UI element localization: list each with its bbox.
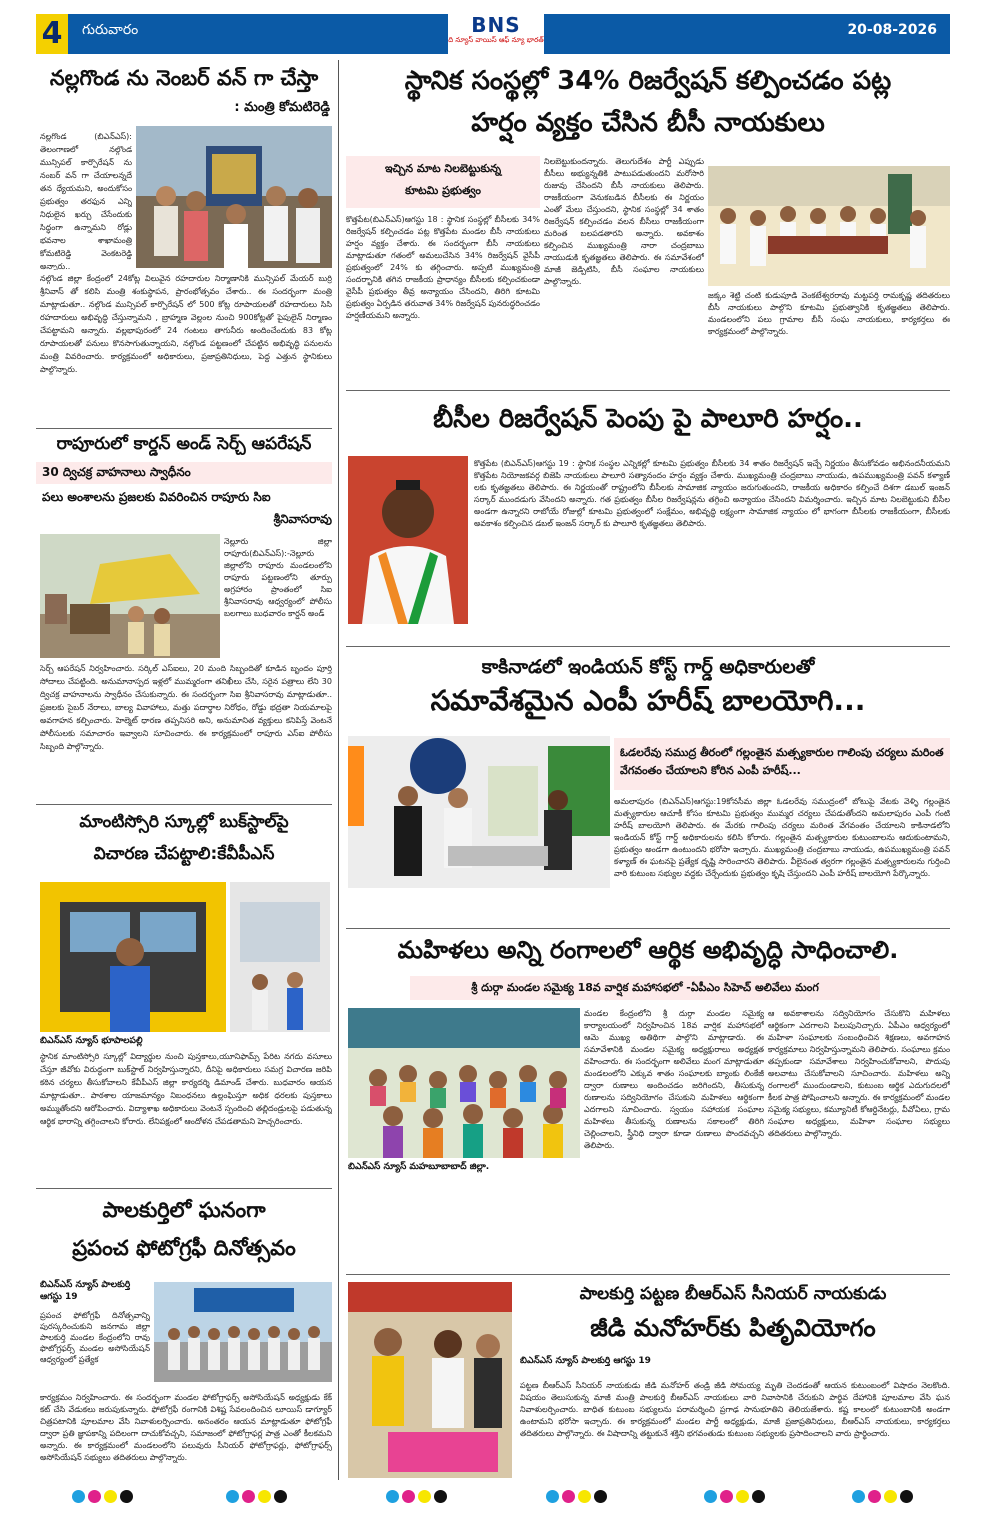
register-dot	[274, 1490, 287, 1503]
separator	[346, 928, 950, 929]
register-dot	[900, 1490, 913, 1503]
byline-minister: : మంత్రి కోమటిరెడ్డి	[234, 100, 330, 115]
headline-photography-2: ప్రపంచ ఫోటోగ్రఫీ దినోత్సవం	[72, 1236, 296, 1260]
dateline-palakurthi-2: బిఎన్ఎస్ న్యూస్ పాలకుర్తి ఆగస్టు 19	[520, 1356, 651, 1366]
headline-paluri: బీసీల రిజర్వేషన్ పెంపు పై పాలూరి హర్షం..	[433, 404, 863, 434]
register-dot	[386, 1490, 399, 1503]
dateline-palakurthi: బిఎన్ఎస్ న్యూస్ పాలకుర్తి ఆగస్టు 19	[40, 1280, 131, 1302]
article-body-montessori: స్థానిక మాంటిస్సోరి స్కూల్లో విద్యార్థుల నుంచి పుస్తకాలు,యూనిఫామ్స్ పేరిట నగదు వసూలు చేస్తూ జీవోకు విరుద్ధంగా బుక్‌స్టాల్ నిర్వహిస్తున్నారని, దీనిపై అధికారులు సమగ్ర విచారణ జరిపి కఠిన చర్యలు తీసుకోవాలని కేవీపీఎస్ జిల్లా కార్యదర్శి డిమాండ్ చేశారు. బుధవారం ఆయన మాట్లాడుతూ.. పాఠశాల యాజమాన్యం నిబంధనలు ఉల్లంఘిస్తూ అధిక ధరలకు పుస్తకాలు అమ్ముతోందని ఆరోపించారు. విద్యాశాఖ అధికారులు వెంటనే స్పందించి తల్లిదండ్రులపై పడుతున్న ఆర్థిక భారాన్ని తగ్గించాలని కోరారు. లేనిపక్షంలో ఆందోళన చేపడతామని హెచ్చరించారు.	[40, 1052, 332, 1126]
register-dot	[704, 1490, 717, 1503]
article-body-photography-side: ప్రపంచ ఫోటోగ్రఫీ దినోత్సవాన్ని పురస్కరించుకుని జనగామ జిల్లా పాలకుర్తి మండల కేంద్రంలోని రావు ఫొటోగ్రఫర్స్ మండల అసోసియేషన్ ఆధ్వర్యంలో ప్రత్యేక	[40, 1311, 150, 1364]
dateline-bhupalpally: బిఎన్ఎస్ న్యూస్ భూపాలపల్లి	[40, 1036, 143, 1046]
separator	[36, 428, 332, 429]
register-mark-group	[704, 1490, 765, 1504]
deck-ci-explained: పలు అంశాలను ప్రజలకు వివరించిన రాపూరు సిఐ	[42, 490, 271, 504]
register-dot	[594, 1490, 607, 1503]
headline-coast-guard-2: సమావేశమైన ఎంపీ హరీష్ బాలయోగి...	[430, 684, 866, 717]
article-body-bc-right: జక్కం శెట్టి చంటి కుడుపూడి వెంకటేశ్వరరావు మట్టపర్తి రామకృష్ణ తదితరులు బీసీ నాయకులు పాల్గొని కూటమి ప్రభుత్వానికి కృతజ్ఞతలు తెలిపారు. మండలంలోని పలు గ్రామాల బీసీ సంఘ నాయకులు, కార్యకర్తలు ఈ కార్యక్రమంలో పాల్గొన్నారు.	[708, 291, 950, 336]
column-divider	[338, 60, 339, 1480]
register-dot	[720, 1490, 733, 1503]
headline-nalgonda: నల్లగొండ ను నెంబర్ వన్ గా చేస్తా	[49, 66, 319, 90]
register-mark-group	[852, 1490, 913, 1504]
register-mark-group	[386, 1490, 447, 1504]
article-body-nalgonda: నల్గొండ జిల్లా కేంద్రంలో 24కోట్ల విలువైన రహదారుల నిర్మాణానికి మున్సిపల్ మేయర్ బుర్రి శ్రీనివాస్ తో కలిసి మంత్రి శంకుస్థాపన, ప్రారంభోత్సవం చేశారు.. ఈ సందర్భంగా మంత్రి మాట్లాడుతూ.. నల్గొండ మున్సిపల్ కార్పొరేషన్ లో 500 కోట్ల రూపాయలతో రహదారులు సిసి రహదారులు అభివృద్ధి చేస్తున్నామని , బ్రాహ్మణ వెల్లంల నుంచి 900కోట్లతో పైపులైన్ నిర్మాణం చేపట్టామని అన్నారు. వల్లభాపురంలో 24 గంటలు తాగునీరు అందించేందుకు 83 కోట్ల రూపాయలతో పనులు కొనసాగుతున్నాయని, నల్గొండ పట్టణంలో చేపట్టిన అభివృద్ధి పనులను మంత్రి వివరించారు. కార్యక్రమంలో అధికారులు, ప్రజాప్రతినిధులు, పెద్ద ఎత్తున స్థానికులు పాల్గొన్నారు.	[40, 274, 332, 374]
register-dot	[104, 1490, 117, 1503]
headline-women-economic: మహిళలు అన్ని రంగాలలో ఆర్థిక అభివృద్ధి సాధించాలి.	[397, 936, 899, 964]
register-dot	[736, 1490, 749, 1503]
photo-cordon-search	[40, 534, 220, 658]
deck-ci-name: శ్రీనివాసరావు	[273, 512, 332, 526]
photo-bookstall	[230, 882, 330, 1032]
register-dot	[852, 1490, 865, 1503]
separator	[36, 804, 332, 805]
issue-date: 20-08-2026	[847, 22, 937, 38]
headline-condolence-2: జీడి మనోహర్‌కు పితృవియోగం	[590, 1314, 876, 1342]
article-body-women-right: ఆ అవకాశాలను సద్వినియోగం చేసుకొని మహిళలు ఆర్థికంగా ఎదగాలని పిలుపునిచ్చారు. ఏపీఎం ఆధ్వర్యంలో మహిళా సంఘాలకు సంబంధించిన శిక్షణలు, అవగాహన కార్యక్రమాలు నిర్వహిస్తున్నామని తెలిపారు. సంఘాలు క్రమం తప్పకుండా సమావేశాలు నిర్వహించుకోవాలని, పొదుపు అలవాటు చేసుకోవాలని సూచించారు. మహిళలు అన్ని రంగాలలో ముందుండాలని, కుటుంబ ఆర్థిక ఎదుగుదలలో కీలక పాత్ర పోషించాలని అన్నారు. ఈ కార్యక్రమంలో మండల సమైక్య సభ్యులు, కమ్యూనిటీ కోఆర్డినేటర్లు, వీవోఏలు, గ్రామ సంఘాల అధ్యక్షులు, మహిళా సంఘాల సభ్యులు తదితరులు పాల్గొన్నారు.	[768, 1009, 950, 1138]
photo-school-bus-student	[40, 882, 226, 1032]
register-dot	[88, 1490, 101, 1503]
photo-women-meeting	[348, 1008, 580, 1158]
photo-coast-guard-meeting	[348, 736, 610, 888]
register-dot	[242, 1490, 255, 1503]
photo-condolence-visit	[348, 1282, 512, 1478]
headline-montessori-2: విచారణ చేపట్టాలి:కేవీపీఎస్	[93, 844, 275, 864]
photo-photographers-group	[154, 1282, 332, 1382]
bns-logo[interactable]	[448, 14, 544, 54]
article-body-bc-mid: నిలబెట్టుకుందన్నారు. తెలుగుదేశం పార్టీ ఎప్పుడు బీసీలు అభ్యున్నతికి పాటుపడుతుందని మరోసారి రుజువు చేసిందని బీసీ నాయకులు తెలిపారు. రాజకీయంగా వెనుకబడిన బీసీలకు ఈ నిర్ణయం ఎంతో మేలు చేస్తుందని, స్థానిక సంస్థల్లో 34 శాతం రిజర్వేషన్ కల్పించడం వలన బీసీలు రాజకీయంగా మరింత బలపడతారని అన్నారు. అవకాశం కల్పించిన ముఖ్యమంత్రి నారా చంద్రబాబు నాయుడుకి కృతజ్ఞతలు తెలిపారు. ఈ సమావేశంలో మాజీ జెడ్పిటిసి, బీసీ సంఘాల నాయకులు పాల్గొన్నారు.	[544, 157, 704, 286]
headline-montessori-1: మాంటిస్సోరి స్కూల్లో బుక్‌స్టాల్‌పై	[79, 812, 289, 832]
photo-bc-leaders-meeting	[708, 166, 950, 286]
deck-mahasabha: శ్రీ దుర్గా మండల సమైక్య 18వ వార్షిక మహాసభలో -ఏపీఎం సిహెచ్ అలివేలు మంగ	[471, 981, 819, 994]
logo-text: BNS	[471, 13, 521, 37]
headline-photography-1: పాలకుర్తిలో ఘనంగా	[102, 1198, 266, 1222]
article-body-bc-left: కొత్తపేట(బిఎన్ఎస్)ఆగస్టు 18 : స్థానిక సంస్థల్లో బీసీలకు 34% రిజర్వేషన్ కల్పించడం పట్ల కొత్తపేట మండల బీసీ నాయకులు హర్షం వ్యక్తం చేశారు. ఈ సందర్భంగా బీసీ నాయకులు మాట్లాడుతూ గతంలో అమలుచేసిన 34% రిజర్వేషన్ వైసీపీ ప్రభుత్వంలో 24% కు తగ్గించారు. అప్పటి ముఖ్యమంత్రి సందర్భానికి తగిన రాజకీయ ప్రాధాన్యం బీసీలకు కల్పించకుండా వైసీపీ ప్రభుత్వం తీవ్ర అన్యాయం చేసిందని, తిరిగి కూటమి ప్రభుత్వం ఏర్పడిన తరువాత 34% రిజర్వేషన్ పునరుద్ధరించడం హర్షణీయమని అన్నారు.	[346, 215, 540, 320]
separator	[346, 390, 950, 391]
register-dot	[402, 1490, 415, 1503]
register-dot	[884, 1490, 897, 1503]
day-label: గురువారం	[82, 22, 139, 38]
deck-promise: ఇచ్చిన మాట నిలబెట్టుకున్న	[384, 162, 502, 175]
headline-coast-guard-1: కాకినాడలో ఇండియన్ కోస్ట్ గార్డ్ అధికారులతో	[481, 656, 815, 678]
article-body-coast-guard-tail	[348, 890, 950, 920]
article-body-rapur-side: నెల్లూరు జిల్లా రాపూరు(బిఎన్ఎస్):-నెల్లూరు జిల్లాలోని రాపూరు మండలంలోని రాపూరు పట్టణంలోని తూర్పు అగ్రహారం ప్రాంతంలో సిఐ శ్రీనివాసరావు ఆధ్వర్యంలో పోలీసు బలగాలు బుధవారం కార్డన్ అండ్	[224, 537, 332, 618]
headline-bc-reservation-2: హర్షం వ్యక్తం చేసిన బీసీ నాయకులు	[471, 108, 825, 138]
caption-mahabubabad: బిఎన్ఎస్ న్యూస్ మహబూబాబాద్ జిల్లా.	[348, 1162, 490, 1172]
article-body-coast-guard: అమలాపురం (బిఎన్ఎస్)ఆగస్టు:19కోనసీమ జిల్లా ఓడలరేవు సముద్రంలో బోటుపై వేటకు వెళ్ళి గల్లంతైన మత్స్యకారుల ఆచూకీ కోసం కూటమి ప్రభుత్వం ముమ్మర చర్యలు చేపడుతోందని అమలాపురం ఎంపీ గంటి హరీష్ బాలయోగి తెలిపారు. ఈ మేరకు గాలింపు చర్యలు మరింత వేగవంతం చేయాలని కాకినాడలోని ఇండియన్ కోస్ట్ గార్డ్ అధికారులను కలిసి కోరారు. గల్లంతైన మత్స్యకారుల కుటుంబాలను ఆదుకుంటామని, ప్రభుత్వం అండగా ఉంటుందని భరోసా ఇచ్చారు. ముఖ్యమంత్రి చంద్రబాబు నాయుడు, ఉపముఖ్యమంత్రి పవన్ కళ్యాణ్ ఈ ఘటనపై ప్రత్యేక దృష్టి సారించారని తెలిపారు. వీలైనంత త్వరగా గల్లంతైన మత్స్యకారులను గుర్తించి వారి కుటుంబ సభ్యుల వద్దకు చేర్చేందుకు ప్రభుత్వం కృషి చేస్తుందని ఎంపీ హరీష్ బాలయోగి పేర్కొన్నారు.	[614, 797, 950, 878]
separator	[36, 1188, 332, 1189]
register-dot	[434, 1490, 447, 1503]
article-body-women-mid: మండల కేంద్రంలోని శ్రీ దుర్గా మండల సమైక్య కార్యాలయంలో నిర్వహించిన 18వ వార్షిక మహాసభలో ఆమె ముఖ్య అతిథిగా పాల్గొని మాట్లాడారు. ఈ సమావేశానికి మండల సమైక్య అధ్యక్షురాలు అధ్యక్షత వహించారు. ఈ సందర్భంగా అలివేలు మంగ మాట్లాడుతూ మండలంలోని ఎక్కువ శాతం సంఘాలకు బ్యాంకు లింకేజీ ద్వారా రుణాలు అందించడం జరిగిందని, తీసుకున్న రుణాలను సద్వినియోగం చేసుకుని మహిళలు ఆర్థికంగా ఎదగాలని సూచించారు. స్వయం సహాయక సంఘాల మహిళలు తీసుకున్న రుణాలను సకాలంలో తిరిగి చెల్లించాలని, స్త్రీనిధి ద్వారా కూడా రుణాలు పొందవచ్చని తెలిపారు.	[584, 1009, 764, 1150]
article-body-women-left	[348, 1180, 580, 1270]
article-body-intro: నల్లగొండ (బిఎన్ఎస్): తెలంగాణలో నల్గొండ మున్సిపల్ కార్పొరేషన్ ను నంబర్ వన్ గా చేయాలన్నదే తన ధ్యేయమని, అందుకోసం ప్రభుత్వం తరఫున ఎన్ని నిధులైన ఖర్చు చేసేందుకు సిద్ధంగా ఉన్నామని రోడ్లు భవనాల శాఖామంత్రి కోమటిరెడ్డి వెంకటరెడ్డి అన్నారు..	[40, 132, 132, 270]
deck-coalition-govt: కూటమి ప్రభుత్వం	[405, 184, 481, 197]
register-dot	[120, 1490, 133, 1503]
register-dot	[418, 1490, 431, 1503]
register-dot	[72, 1490, 85, 1503]
register-dot	[562, 1490, 575, 1503]
register-mark-group	[546, 1490, 607, 1504]
photo-minister-inauguration	[136, 126, 332, 268]
register-mark-group	[226, 1490, 287, 1504]
register-dot	[258, 1490, 271, 1503]
separator	[346, 1274, 950, 1275]
headline-bc-reservation-1: స్థానిక సంస్థల్లో 34% రిజర్వేషన్ కల్పించడం పట్ల	[404, 66, 892, 96]
headline-condolence-1: పాలకుర్తి పట్టణ బీఆర్ఎస్ సీనియర్ నాయకుడు	[579, 1284, 887, 1304]
article-body-rapur: సెర్చ్ ఆపరేషన్ నిర్వహించారు. సర్కిల్ ఎస్ఐలు, 20 మంది సిబ్బందితో కూడిన బృందం పూర్తి సోదాలు చేపట్టింది. అనుమానాస్పద ఇళ్లలో ముమ్మరంగా తనిఖీలు చేసి, సరైన పత్రాలు లేని 30 ద్విచక్ర వాహనాలను స్వాధీనం చేసుకున్నారు. ఈ సందర్భంగా సిఐ శ్రీనివాసరావు మాట్లాడుతూ.. ప్రజలకు సైబర్ నేరాలు, బాల్య వివాహాలు, మత్తు పదార్థాల నిరోధం, రోడ్డు భద్రతా నియమాలపై అవగాహన కల్పించారు. హెల్మెట్ ధారణ తప్పనిసరి అని, అనుమానిత వ్యక్తులు కనిపిస్తే వెంటనే పోలీసులకు సమాచారం ఇవ్వాలని సూచించారు. ఈ కార్యక్రమంలో రాపూరు ఎస్ఐ పోలీసు సిబ్బంది పాల్గొన్నారు.	[40, 664, 332, 751]
photo-paluri-portrait	[348, 456, 468, 624]
article-body-condolence: పట్టణ బీఆర్ఎస్ సీనియర్ నాయకుడు జీడి మనోహర్ తండ్రి జీడి సోమయ్య మృతి చెందడంతో ఆయన కుటుంబంలో విషాదం నెలకొంది. విషయం తెలుసుకున్న మాజీ మంత్రి పాలకుర్తి బీఆర్ఎస్ నాయకులు వారి నివాసానికి చేరుకుని పార్థివ దేహానికి పూలమాల వేసి ఘన నివాళులర్పించారు. బాధిత కుటుంబ సభ్యులను పరామర్శించి ప్రగాఢ సానుభూతిని తెలియజేశారు. కష్ట కాలంలో కుటుంబానికి అండగా ఉంటామని భరోసా ఇచ్చారు. ఈ కార్యక్రమంలో మండల పార్టీ అధ్యక్షుడు, మాజీ ప్రజాప్రతినిధులు, బీఆర్ఎస్ నాయకులు, కార్యకర్తలు తదితరులు పాల్గొన్నారు. ఈ విషాదాన్ని తట్టుకునే శక్తిని భగవంతుడు కుటుంబ సభ్యులకు ప్రసాదించాలని వారు ప్రార్థించారు.	[520, 1381, 950, 1438]
register-dot	[226, 1490, 239, 1503]
separator	[346, 646, 950, 647]
article-body-paluri: కొత్తపేట (బిఎన్ఎస్)ఆగస్టు 19 : స్థానిక సంస్థల ఎన్నికల్లో కూటమి ప్రభుత్వం బీసీలకు 34 శాతం రిజర్వేషన్ ఇచ్చే నిర్ణయం తీసుకోవడం అభినందనీయమని కొత్తపేట నియోజకవర్గ బిజెపి నాయకులు పాలూరి సత్యానందం హర్షం వ్యక్తం చేశారు. ముఖ్యమంత్రి చంద్రబాబు నాయుడు, ఉపముఖ్యమంత్రి పవన్ కళ్యాణ్ లకు కృతజ్ఞతలు తెలిపారు. ఈ నిర్ణయంతో రాష్ట్రంలోని బీసీలకు సామాజిక న్యాయం జరుగుతుందని, రాజకీయ అధికారం కల్పించే దిశగా డబుల్ ఇంజన్ సర్కార్ ముందడుగు వేసిందని అన్నారు. గత ప్రభుత్వం బీసీల రిజర్వేషన్లను తగ్గించి అన్యాయం చేసిందని విమర్శించారు. ఇచ్చిన మాట నిలబెట్టుకుని బీసీల అండగా ఉన్నారని రాబోయే రోజుల్లో కూటమి ప్రభుత్వంలో సంక్షేమం, అభివృద్ధి లక్ష్యంగా సామాజిక న్యాయం లో భాగంగా బీసీలకు రాజకీయంగా, బీసీలకు అవకాశం కల్పించిన డబల్ ఇంజన్ సర్కార్ కు పాలూరి కృతజ్ఞతలు తెలిపారు.	[474, 459, 950, 528]
headline-rapur-cordon: రాపూరులో కార్డన్ అండ్ సెర్చ్ ఆపరేషన్	[56, 434, 312, 454]
register-dot	[546, 1490, 559, 1503]
logo-tagline: ది న్యూస్ వాయిస్ ఆఫ్ న్యూ భారత్	[448, 36, 544, 44]
deck-bikes-seized: 30 ద్విచక్ర వాహనాలు స్వాధీనం	[42, 465, 191, 479]
deck-fishermen-search: ఓడలరేవు సముద్ర తీరంలో గల్లంతైన మత్స్యకారుల గాలింపు చర్యలు మరింత వేగవంతం చేయాలని కోరిన ఎంపీ హరీష్...	[620, 746, 944, 777]
register-dot	[578, 1490, 591, 1503]
article-body-photography: కార్యక్రమం నిర్వహించారు. ఈ సందర్భంగా మండల ఫోటోగ్రాఫర్స్ అసోసియేషన్ అధ్యక్షుడు కేక్ కట్ చేసి వేడుకలు జరుపుకున్నారు. ఫోటోగ్రఫీ రంగానికి విశిష్ట సేవలందించిన లూయిస్ డాగ్యూర్ చిత్రపటానికి పూలమాల వేసి నివాళులర్పించారు. అనంతరం ఆయన మాట్లాడుతూ ఫోటోగ్రఫీ ద్వారా ప్రతి జ్ఞాపకాన్ని పదిలంగా దాచుకోవచ్చని, సమాజంలో ఫోటోగ్రాఫర్ల పాత్ర ఎంతో కీలకమని అన్నారు. ఈ కార్యక్రమంలో మండలంలోని పలువురు సీనియర్ ఫోటోగ్రాఫర్లు, ఫోటోగ్రాఫర్స్ అసోసియేషన్ సభ్యులు తదితరులు పాల్గొన్నారు.	[40, 1393, 332, 1462]
register-dot	[868, 1490, 881, 1503]
page-number: 4	[36, 14, 68, 54]
register-dot	[752, 1490, 765, 1503]
register-mark-group	[72, 1490, 133, 1504]
